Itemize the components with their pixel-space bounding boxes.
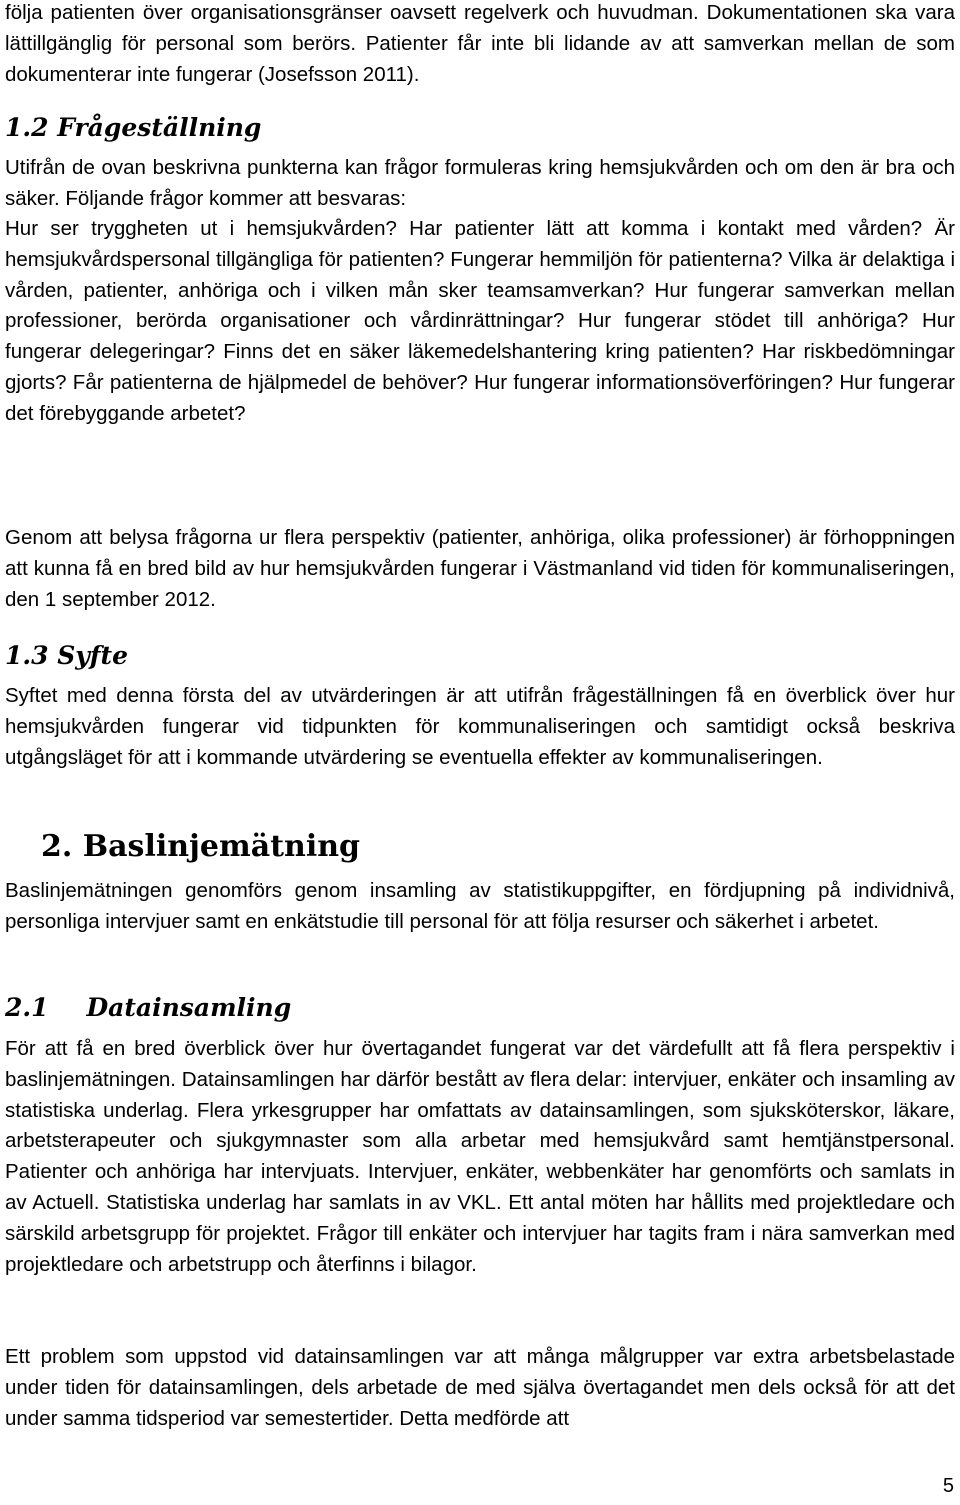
- section-1-2-paragraph-3: Genom att belysa frågorna ur flera perspektiv (patienter, anhöriga, olika professioner) är förhoppningen att kunna få en bred bild av hur hemsjukvården fungerar i Västmanland vid tiden för kommunaliseringen, den 1 september 2012.: [5, 526, 955, 611]
- section-heading-2: 2. Baslinjemätning: [41, 829, 361, 864]
- section-2-1-paragraph-2: Ett problem som uppstod vid datainsamlingen var att många målgrupper var extra arbetsbelastade under tiden för datainsamlingen, dels arbetade de med själva övertagandet men dels också för att det under samma tidsperiod var semestertider. Detta medförde att: [5, 1345, 955, 1430]
- section-heading-1-3: 1.3 Syfte: [5, 641, 128, 670]
- page-number: 5: [942, 1475, 954, 1497]
- section-1-2-paragraph-2: Hur ser tryggheten ut i hemsjukvården? Har patienter lätt att komma i kontakt med vården? Är hemsjukvårdspersonal tillgängliga för patienten? Fungerar hemmiljön för patienterna? Vilka är delaktiga i vården, patienter, anhöriga och i vilken mån sker teamsamverkan? Hur fungerar samverkan mellan professioner, berörda organisationer och vårdinrättningar? Hur fungerar stödet till anhöriga? Hur fungerar delegeringar? Finns det en säker läkemedelshantering kring patienten? Har riskbedömningar gjorts? Får patienterna de hjälpmedel de behöver? Hur fungerar informationsöverföringen? Hur fungerar det förebyggande arbetet?: [5, 217, 955, 425]
- section-1-2-paragraph-1: Utifrån de ovan beskrivna punkterna kan frågor formuleras kring hemsjukvården och om den är bra och säker. Följande frågor kommer att besvaras:: [5, 156, 955, 210]
- section-2-paragraph: Baslinjemätningen genomförs genom insamling av statistikuppgifter, en fördjupning på individnivå, personliga intervjuer samt en enkätstudie till personal för att följa resurser och säkerhet i arbetet.: [5, 879, 955, 933]
- section-heading-2-1-title: Datainsamling: [86, 993, 292, 1022]
- intro-paragraph: följa patienten över organisationsgränser oavsett regelverk och huvudman. Dokumentationen ska vara lättillgänglig för personal som berörs. Patienter får inte bli lidande av att samverkan mellan de som dokumenterar inte fungerar (Josefsson 2011).: [5, 1, 955, 86]
- section-heading-1-2: 1.2 Frågeställning: [5, 113, 262, 142]
- section-heading-2-1-number: 2.1: [5, 993, 49, 1022]
- section-2-1-paragraph-1: För att få en bred överblick över hur övertagandet fungerat var det värdefullt att få flera perspektiv i baslinjemätningen. Datainsamlingen har därför bestått av flera delar: intervjuer, enkäter och insamling av statistiska underlag. Flera yrkesgrupper har omfattats av datainsamlingen, som sjuksköterskor, läkare, arbetsterapeuter och sjukgymnaster som alla arbetar med hemsjukvård samt hemtjänstpersonal. Patienter och anhöriga har intervjuats. Intervjuer, enkäter, webbenkäter har genomförts och samlats in av Actuell. Statistiska underlag har samlats in av VKL. Ett antal möten har hållits med projektledare och särskild arbetsgrupp för projektet. Frågor till enkäter och intervjuer har tagits fram i nära samverkan med projektledare och arbetstrupp och återfinns i bilagor.: [5, 1037, 955, 1276]
- section-1-3-paragraph: Syftet med denna första del av utvärderingen är att utifrån frågeställningen få en överblick över hur hemsjukvården fungerar vid tidpunkten för kommunaliseringen och samtidigt också beskriva utgångsläget för att i kommande utvärdering se eventuella effekter av kommunaliseringen.: [5, 684, 955, 769]
- section-heading-2-1: [5, 993, 955, 1022]
